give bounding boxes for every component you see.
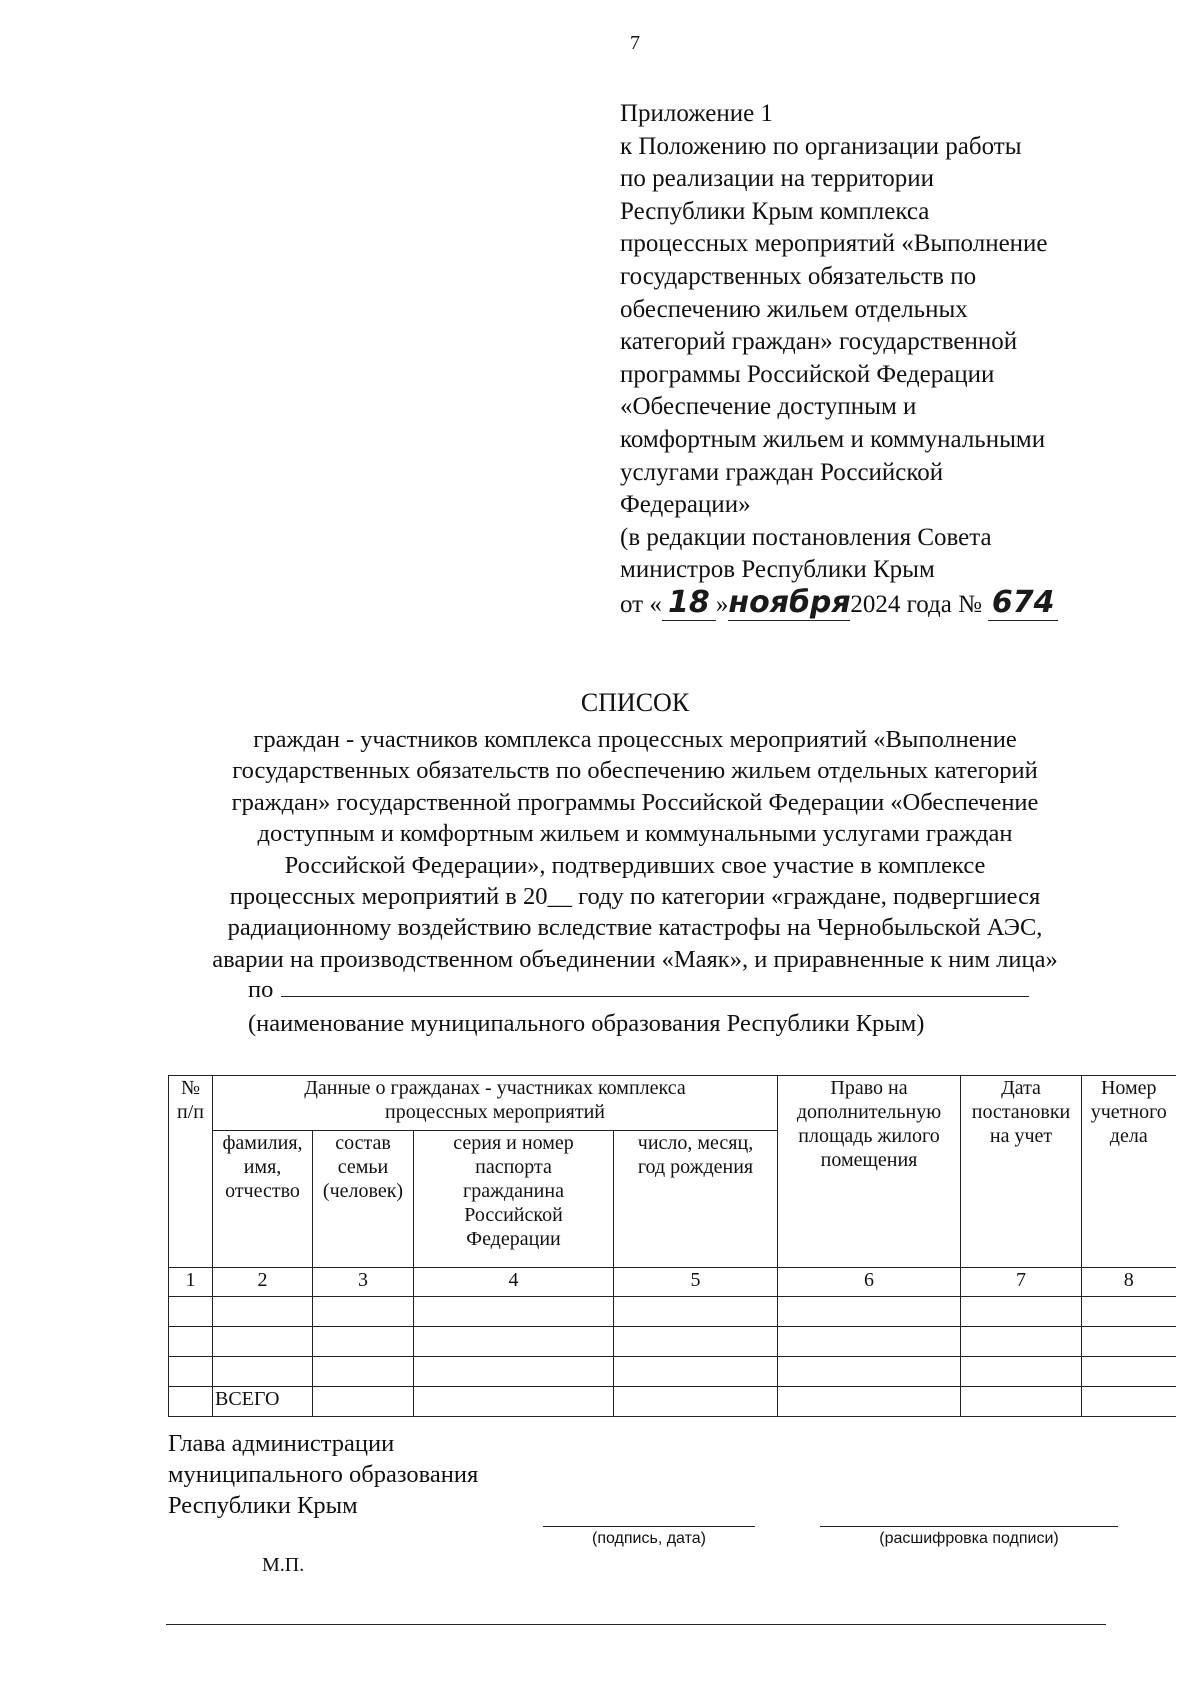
header-extra-area-right: Право на дополнительную площадь жилого помещения bbox=[778, 1076, 961, 1268]
table-cell[interactable] bbox=[778, 1297, 961, 1327]
table-cell[interactable] bbox=[213, 1357, 313, 1387]
appendix-date-line bbox=[620, 584, 1160, 622]
table-cell[interactable] bbox=[1082, 1297, 1176, 1327]
appendix-line: министров Республики Крым bbox=[620, 556, 935, 584]
municipality-line bbox=[248, 976, 1029, 1004]
table-cell[interactable] bbox=[778, 1327, 961, 1357]
signature-title-block bbox=[168, 1428, 478, 1521]
table-header-row bbox=[169, 1076, 1176, 1131]
appendix-line: Приложение 1 bbox=[620, 100, 773, 127]
table-cell[interactable] bbox=[961, 1387, 1082, 1417]
handwritten-day: 18 bbox=[662, 587, 716, 621]
table-cell[interactable] bbox=[778, 1387, 961, 1417]
header-passport: серия и номер паспорта гражданина Российской Федерации bbox=[414, 1131, 614, 1268]
appendix-line: Федерации» bbox=[620, 491, 751, 519]
column-number: 3 bbox=[313, 1268, 414, 1297]
subtitle-line: Российской Федерации», подтвердивших свое участие в комплексе bbox=[284, 851, 986, 879]
signature-title-line: муниципального образования bbox=[168, 1461, 479, 1488]
table-cell[interactable] bbox=[213, 1327, 313, 1357]
appendix-line: Республики Крым комплекса bbox=[620, 197, 930, 225]
table-cell[interactable] bbox=[961, 1297, 1082, 1327]
header-full-name: фамилия, имя, отчество bbox=[213, 1131, 313, 1268]
appendix-line: процессных мероприятий «Выполнение bbox=[620, 230, 1048, 258]
table-row bbox=[169, 1297, 1176, 1327]
table-cell[interactable] bbox=[169, 1297, 213, 1327]
appendix-line: комфортным жильем и коммунальными bbox=[620, 425, 1046, 453]
date-prefix: от « bbox=[620, 590, 662, 618]
column-number: 5 bbox=[614, 1268, 778, 1297]
signature-date-line[interactable] bbox=[543, 1526, 755, 1527]
appendix-line: обеспечению жильем отдельных bbox=[620, 295, 968, 323]
table-cell[interactable] bbox=[313, 1387, 414, 1417]
header-case-number: Номер учетного дела bbox=[1082, 1076, 1176, 1268]
table-cell[interactable] bbox=[778, 1357, 961, 1387]
table-cell[interactable] bbox=[414, 1327, 614, 1357]
po-label: по bbox=[248, 976, 274, 1003]
table-cell[interactable] bbox=[313, 1327, 414, 1357]
signature-date-caption: (подпись, дата) bbox=[592, 1530, 706, 1547]
stamp-place-label: М.П. bbox=[262, 1554, 305, 1576]
column-number: 4 bbox=[414, 1268, 614, 1297]
signature-decoding-caption: (расшифровка подписи) bbox=[879, 1530, 1059, 1547]
table-cell[interactable] bbox=[414, 1297, 614, 1327]
table-row bbox=[169, 1357, 1176, 1387]
table-cell[interactable] bbox=[1082, 1357, 1176, 1387]
table-cell[interactable] bbox=[313, 1357, 414, 1387]
table-cell[interactable] bbox=[614, 1357, 778, 1387]
appendix-line: по реализации на территории bbox=[620, 165, 935, 193]
column-number: 8 bbox=[1082, 1268, 1176, 1297]
column-number: 1 bbox=[169, 1268, 213, 1297]
date-year-text: 2024 года № bbox=[850, 590, 982, 618]
table-cell[interactable] bbox=[1082, 1387, 1176, 1417]
appendix-line: категорий граждан» государственной bbox=[620, 328, 1018, 356]
municipality-blank-field bbox=[281, 978, 1029, 997]
table-cell[interactable] bbox=[961, 1327, 1082, 1357]
subtitle-line: аварии на производственном объединении «Маяк», и приравненные к ним лица» bbox=[212, 945, 1058, 973]
handwritten-doc-number: 674 bbox=[988, 587, 1058, 621]
bottom-rule bbox=[166, 1624, 1106, 1625]
appendix-block bbox=[620, 98, 1160, 622]
column-number: 2 bbox=[213, 1268, 313, 1297]
subtitle-line: граждан - участников комплекса процессных мероприятий «Выполнение bbox=[253, 726, 1017, 753]
header-family-size: состав семьи (человек) bbox=[313, 1131, 414, 1268]
list-title: СПИСОК bbox=[580, 688, 690, 717]
appendix-line: государственных обязательств по bbox=[620, 262, 977, 290]
subtitle-line: процессных мероприятий в 20__ году по категории «граждане, подвергшиеся bbox=[229, 883, 1041, 911]
municipality-caption: (наименование муниципального образования Республики Крым) bbox=[248, 1010, 925, 1037]
table-cell[interactable] bbox=[614, 1387, 778, 1417]
appendix-line: «Обеспечение доступным и bbox=[620, 393, 917, 421]
signature-decoding-line[interactable] bbox=[820, 1526, 1118, 1527]
table-cell[interactable] bbox=[614, 1327, 778, 1357]
signature-title-line: Глава администрации bbox=[168, 1430, 395, 1457]
table-cell[interactable] bbox=[961, 1357, 1082, 1387]
table-cell[interactable] bbox=[213, 1297, 313, 1327]
table-cell[interactable] bbox=[169, 1387, 213, 1417]
table-cell[interactable] bbox=[414, 1387, 614, 1417]
subtitle-line: радиационному воздействию вследствие катастрофы на Чернобыльской АЭС, bbox=[227, 914, 1043, 942]
total-label: ВСЕГО bbox=[213, 1387, 313, 1417]
table-cell[interactable] bbox=[614, 1297, 778, 1327]
column-number: 7 bbox=[961, 1268, 1082, 1297]
table-total-row bbox=[169, 1387, 1176, 1417]
list-subtitle bbox=[0, 724, 1200, 975]
appendix-line: (в редакции постановления Совета bbox=[620, 523, 992, 551]
participants-table bbox=[168, 1075, 1176, 1417]
handwritten-month: ноября bbox=[728, 584, 851, 620]
table-cell[interactable] bbox=[313, 1297, 414, 1327]
header-citizen-data: Данные о гражданах - участниках комплекса процессных мероприятий bbox=[213, 1076, 778, 1131]
table-cell[interactable] bbox=[414, 1357, 614, 1387]
table-cell[interactable] bbox=[169, 1357, 213, 1387]
signature-title-line: Республики Крым bbox=[168, 1492, 358, 1519]
table-cell[interactable] bbox=[169, 1327, 213, 1357]
subtitle-line: государственных обязательств по обеспечению жильем отдельных категорий bbox=[232, 757, 1038, 785]
table-number-row bbox=[169, 1268, 1176, 1297]
appendix-line: к Положению по организации работы bbox=[620, 132, 1022, 160]
header-registration-date: Дата постановки на учет bbox=[961, 1076, 1082, 1268]
date-mid: » bbox=[715, 590, 729, 618]
column-number: 6 bbox=[778, 1268, 961, 1297]
header-col-number: № п/п bbox=[169, 1076, 213, 1268]
appendix-line: программы Российской Федерации bbox=[620, 360, 995, 388]
page-number: 7 bbox=[630, 32, 640, 54]
header-birth-date: число, месяц, год рождения bbox=[614, 1131, 778, 1268]
subtitle-line: граждан» государственной программы Российской Федерации «Обеспечение bbox=[231, 788, 1039, 816]
table-cell[interactable] bbox=[1082, 1327, 1176, 1357]
table-row bbox=[169, 1327, 1176, 1357]
subtitle-line: доступным и комфортным жильем и коммунальными услугами граждан bbox=[257, 820, 1013, 848]
appendix-line: услугами граждан Российской bbox=[620, 458, 944, 486]
